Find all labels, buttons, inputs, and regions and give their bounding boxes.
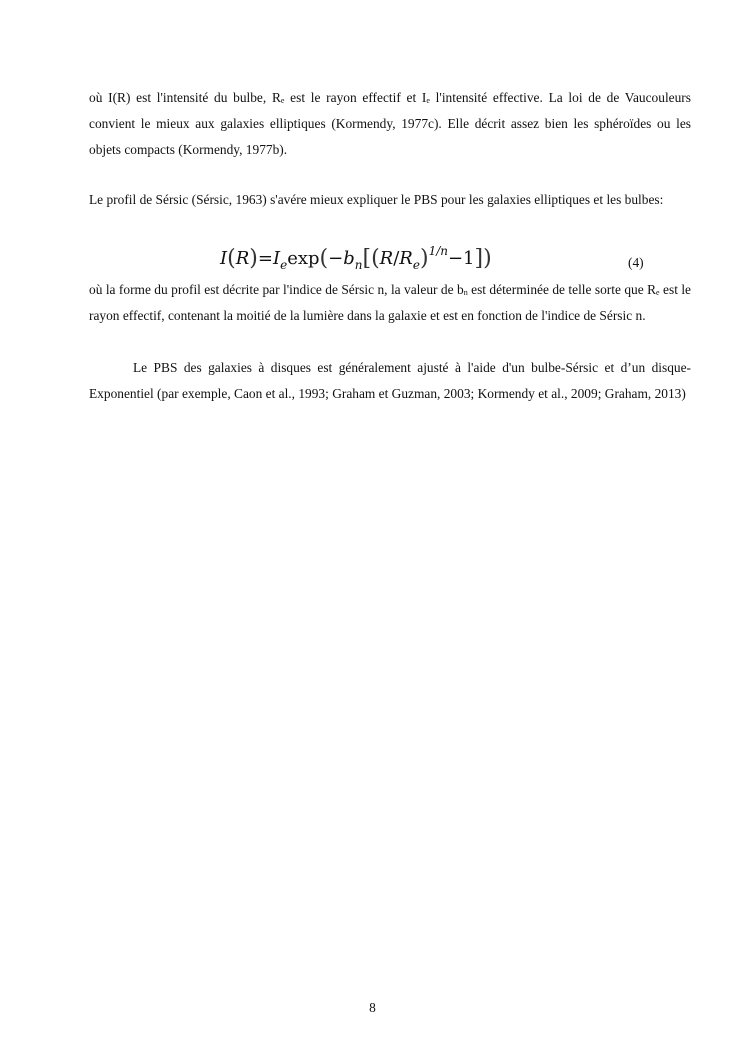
eq-subscript: n <box>354 258 363 272</box>
text-fragment: l'intensité effective. La loi de de Vaucouleurs convient le mieux aux galaxies elliptiques (Kormendy, 1977c). Elle décrit assez bien les sphéroïdes ou les objets compacts (Kormendy, 1977b). <box>89 90 691 157</box>
subscript: n <box>463 288 468 297</box>
paragraph-de-vaucouleurs <box>89 85 691 163</box>
eq-symbol: I <box>220 248 228 269</box>
equation-number: (4) <box>628 255 644 270</box>
eq-function: exp <box>287 248 320 269</box>
eq-symbol: R <box>235 248 250 269</box>
subscript: e <box>280 96 285 105</box>
subscript: e <box>656 288 660 297</box>
eq-operator: / <box>393 248 400 269</box>
eq-operator: = <box>257 248 273 269</box>
eq-symbol: R <box>379 248 394 269</box>
eq-operator: − <box>328 248 344 269</box>
text-fragment: où I(R) est l'intensité du bulbe, R <box>89 90 281 105</box>
paragraph-sersic-intro: Le profil de Sérsic (Sérsic, 1963) s'avére mieux expliquer le PBS pour les galaxies elliptiques et les bulbes: <box>89 192 664 207</box>
eq-operator: −1 <box>447 248 475 269</box>
paragraph-sersic-index <box>89 277 691 329</box>
text-fragment: est déterminée de telle sorte que R <box>467 282 657 297</box>
paragraph-disk-galaxies: Le PBS des galaxies à disques est généralement ajusté à l'aide d'un bulbe-Sérsic et d’un disque-Exponentiel (par exemple, Caon et al., 1993; Graham et Guzman, 2003; Kormendy et al., 2009; Graham, 2013) <box>89 360 691 401</box>
sersic-equation: $I(R)=I_e\exp(-b_n[(R/R_e)^{1/n}-1])$ <box>220 244 492 272</box>
eq-subscript: e <box>280 258 288 272</box>
eq-subscript: e <box>412 258 420 272</box>
text-fragment: est le rayon effectif et I <box>284 90 427 105</box>
eq-symbol: R <box>399 248 413 269</box>
text-fragment: est le rayon effectif, contenant la moitié de la lumière dans la galaxie et est en fonction de l'indice de Sérsic n. <box>89 282 692 323</box>
eq-exponent: 1/n <box>428 244 448 258</box>
eq-symbol: b <box>343 248 355 269</box>
eq-symbol: I <box>272 248 281 269</box>
subscript: e <box>426 96 430 105</box>
text-fragment: où la forme du profil est décrite par l'indice de Sérsic n, la valeur de b <box>89 282 464 297</box>
page-number: 8 <box>369 1000 376 1015</box>
